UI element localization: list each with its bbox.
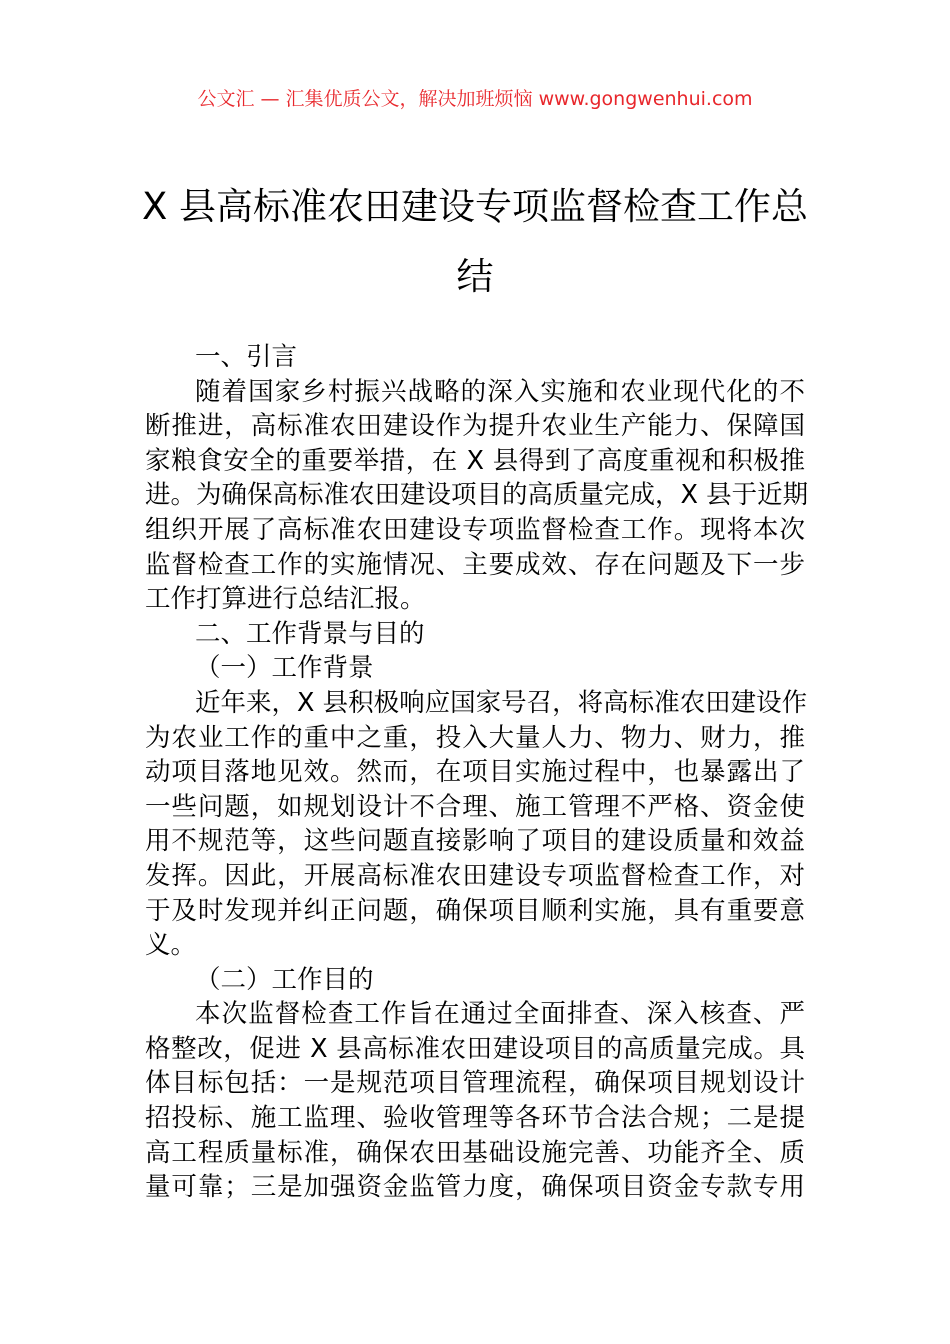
text-line: （一）工作背景 xyxy=(195,653,374,684)
text-line: 监督检查工作的实施情况、主要成效、存在问题及下一步 xyxy=(145,549,805,580)
text-line: 体目标包括：一是规范项目管理流程，确保项目规划设计 xyxy=(145,1068,805,1099)
text-line: 二、工作背景与目的 xyxy=(195,618,425,649)
text-line: 随着国家乡村振兴战略的深入实施和农业现代化的不 xyxy=(195,376,805,407)
document-title-line-2: 结 xyxy=(456,255,494,298)
text-line: 发挥。因此，开展高标准农田建设专项监督检查工作，对 xyxy=(145,860,805,891)
text-line: 断推进，高标准农田建设作为提升农业生产能力、保障国 xyxy=(145,411,805,442)
text-line: 近年来，X 县积极响应国家号召，将高标准农田建设作 xyxy=(195,687,808,718)
text-line: 于及时发现并纠正问题，确保项目顺利实施，具有重要意 xyxy=(145,895,805,926)
text-line: 本次监督检查工作旨在通过全面排查、深入核查、严 xyxy=(195,999,805,1030)
text-line: 家粮食安全的重要举措，在 X 县得到了高度重视和积极推 xyxy=(145,445,805,476)
text-line: 为农业工作的重中之重，投入大量人力、物力、财力，推 xyxy=(145,722,805,753)
text-line: 一、引言 xyxy=(195,342,298,372)
text-line: 进。为确保高标准农田建设项目的高质量完成，X 县于近期 xyxy=(145,480,809,511)
text-line: 工作打算进行总结汇报。 xyxy=(145,584,426,615)
text-line: 用不规范等，这些问题直接影响了项目的建设质量和效益 xyxy=(145,826,805,857)
watermark-banner: 公文汇 — 汇集优质公文，解决加班烦恼 www.gongwenhui.com xyxy=(197,88,753,110)
text-line: 组织开展了高标准农田建设专项监督检查工作。现将本次 xyxy=(145,514,805,545)
text-line: 动项目落地见效。然而，在项目实施过程中，也暴露出了 xyxy=(145,757,805,788)
text-line: 义。 xyxy=(145,930,197,961)
text-line: 量可靠；三是加强资金监管力度，确保项目资金专款专用 xyxy=(145,1172,805,1203)
text-line: 高工程质量标准，确保农田基础设施完善、功能齐全、质 xyxy=(145,1137,805,1168)
document-title-line-1: X 县高标准农田建设专项监督检查工作总 xyxy=(141,185,809,228)
document-body xyxy=(145,340,809,1205)
text-line: （二）工作目的 xyxy=(195,964,374,995)
text-line: 格整改，促进 X 县高标准农田建设项目的高质量完成。具 xyxy=(145,1033,805,1064)
text-line: 一些问题，如规划设计不合理、施工管理不严格、资金使 xyxy=(145,791,805,822)
text-line: 招投标、施工监理、验收管理等各环节合法合规；二是提 xyxy=(145,1103,805,1134)
